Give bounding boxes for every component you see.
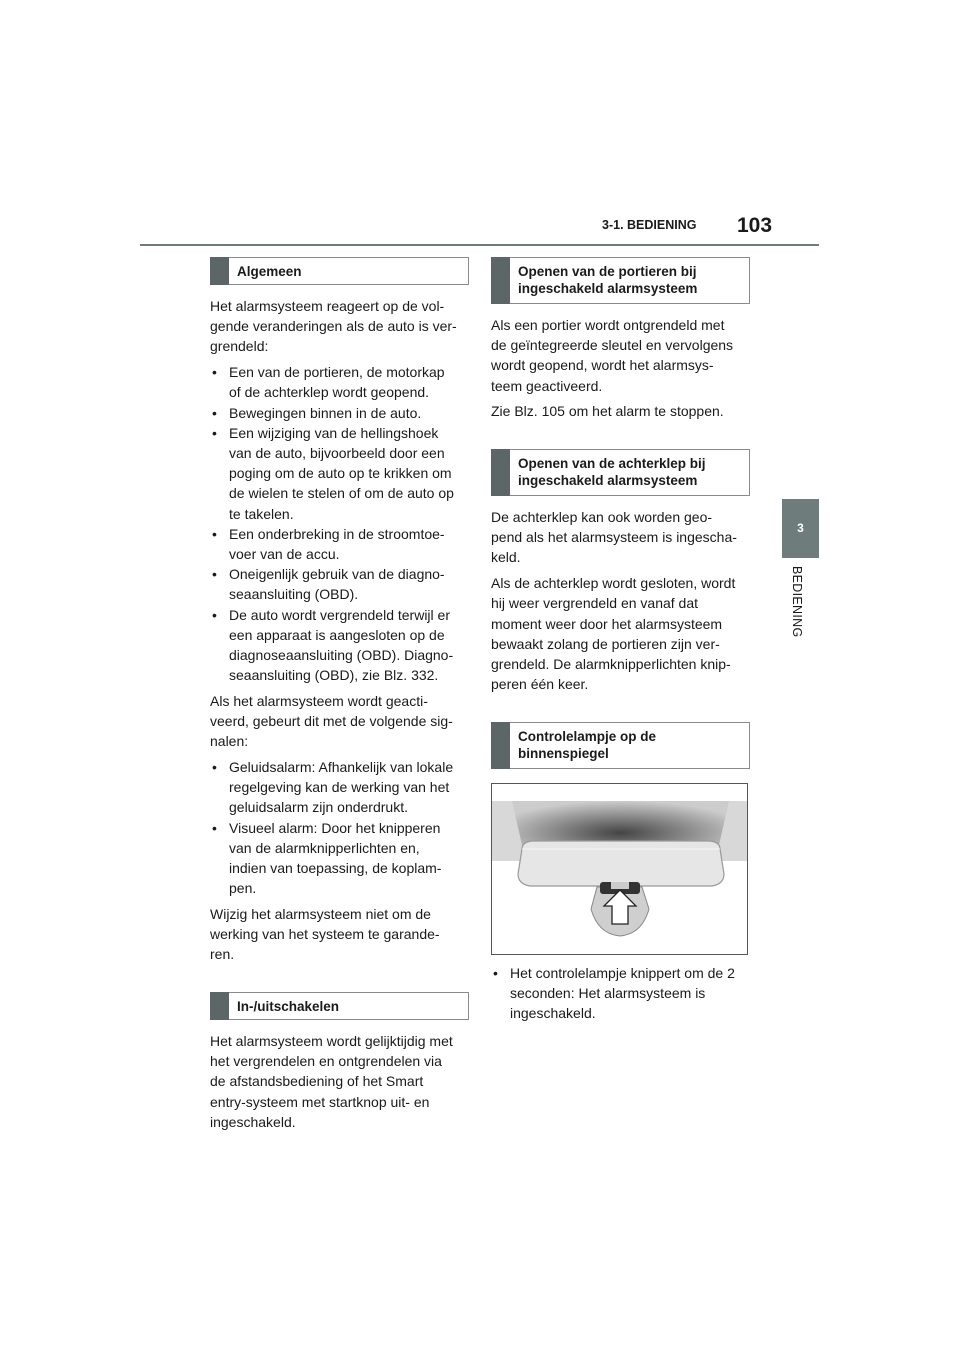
heading-bar [210, 992, 229, 1020]
text-line: de geïntegreerde sleutel en vervolgens [491, 337, 734, 354]
text-line: gende veranderingen als de auto is ver- [210, 318, 457, 335]
list-item [210, 757, 469, 818]
text-line: seaansluiting (OBD). [229, 586, 359, 603]
paragraph [210, 1031, 469, 1132]
text-line: Bewegingen binnen in de auto. [229, 404, 422, 421]
text-line: Een onderbreking in de stroomtoe- [229, 525, 445, 542]
list-item [210, 524, 469, 564]
text-line: Het alarmsysteem wordt gelijktijdig met [210, 1033, 453, 1049]
text-line: teem geactiveerd. [491, 377, 603, 394]
heading-line: Controlelampje op de [518, 728, 657, 744]
text-line: Als het alarmsysteem wordt geacti- [210, 692, 428, 709]
text-line: diagnoseaansluiting (OBD). Diagno- [229, 646, 454, 663]
bullet-list [210, 362, 469, 685]
text-line: grendeld: [210, 338, 269, 355]
text-line: Oneigenlijk gebruik van de diagno- [229, 566, 445, 583]
text-line: De achterklep kan ook worden geo- [491, 509, 713, 526]
paragraph [210, 691, 469, 752]
heading-line: Openen van de portieren bij [518, 264, 697, 279]
heading-text: In-/uitschakelen [237, 999, 340, 1014]
text-line: nalen: [210, 733, 249, 750]
chapter-label: BEDIENING [790, 566, 804, 638]
heading-openen-portieren [491, 257, 750, 304]
text-line: geluidsalarm zijn onderdrukt. [229, 799, 408, 816]
text-line: peren één keer. [491, 676, 589, 693]
paragraph [210, 296, 469, 357]
text-line: Als een portier wordt ontgrendeld met [491, 317, 725, 333]
bullet-icon: • [212, 404, 217, 421]
bullet-icon: • [212, 525, 217, 542]
text-line: van de auto, bijvoorbeeld door een [229, 444, 445, 461]
list-item [491, 963, 750, 1024]
heading-bar [210, 257, 229, 285]
text-line: hij weer vergrendeld en vanaf dat [491, 595, 699, 612]
rearview-mirror-illustration [491, 783, 748, 955]
list-item [210, 423, 469, 524]
paragraph [491, 401, 750, 421]
list-item [210, 564, 469, 604]
text-line: ren. [210, 946, 235, 963]
text-line: het vergrendelen en ontgrendelen via [210, 1053, 442, 1070]
text-line: pend als het alarmsysteem is ingescha- [491, 529, 737, 546]
text-line: poging om de auto op te krikken om [229, 465, 452, 482]
left-column [210, 257, 469, 1138]
text-line: Een van de portieren, de motorkap [229, 364, 445, 381]
paragraph [210, 904, 469, 965]
text-line: indien van toepassing, de koplam- [229, 859, 442, 876]
text-line: wordt geopend, wordt het alarmsys- [491, 357, 714, 374]
list-item [210, 362, 469, 402]
text-line: Zie Blz. 105 om het alarm te stoppen. [491, 403, 724, 420]
text-line: veerd, gebeurt dit met de volgende sig- [210, 713, 453, 730]
text-line: seconden: Het alarmsysteem is [510, 985, 706, 1002]
bullet-icon: • [212, 566, 217, 583]
heading-in-uitschakelen [210, 992, 469, 1020]
text-line: Het alarmsysteem reageert op de vol- [210, 298, 445, 314]
list-item [210, 605, 469, 686]
text-line: ingeschakeld. [210, 1113, 296, 1130]
list-item [210, 403, 469, 423]
bullet-icon: • [212, 758, 217, 775]
text-line: seaansluiting (OBD), zie Blz. 332. [229, 667, 439, 684]
chapter-tab: 3 [782, 499, 819, 558]
text-line: Als de achterklep wordt gesloten, wordt [491, 575, 736, 592]
text-line: of de achterklep wordt geopend. [229, 384, 430, 401]
right-column [491, 257, 750, 1029]
text-line: Het controlelampje knippert om de 2 [510, 964, 735, 981]
section-title: 3-1. BEDIENING [602, 218, 697, 232]
text-line: voer van de accu. [229, 545, 340, 562]
heading-text: Algemeen [237, 264, 302, 279]
header-divider [140, 244, 819, 246]
paragraph [491, 315, 750, 396]
bullet-list [491, 963, 750, 1024]
text-line: te takelen. [229, 505, 294, 522]
text-line: werking van het systeem te garande- [210, 926, 440, 943]
text-line: regelgeving kan de werking van het [229, 779, 450, 796]
text-line: grendeld. De alarmknipperlichten knip- [491, 655, 731, 672]
heading-openen-achterklep [491, 449, 750, 496]
heading-line: Openen van de achterklep bij [518, 456, 706, 472]
text-line: keld. [491, 549, 521, 566]
heading-bar [491, 722, 510, 769]
bullet-icon: • [212, 606, 217, 623]
text-line: Een wijziging van de hellingshoek [229, 424, 439, 441]
bullet-list [210, 757, 469, 898]
heading-line: binnenspiegel [518, 745, 609, 761]
text-line: de wielen te stelen of om de auto op [229, 485, 454, 502]
bullet-icon: • [212, 819, 217, 836]
page-number: 103 [737, 214, 773, 237]
list-item [210, 818, 469, 899]
paragraph [491, 507, 750, 568]
text-line: een apparaat is aangesloten op de [229, 626, 445, 643]
text-line: ingeschakeld. [510, 1005, 596, 1022]
bullet-icon: • [212, 364, 217, 381]
heading-line: ingeschakeld alarmsysteem [518, 281, 698, 296]
heading-bar [491, 257, 510, 304]
text-line: bewaakt zolang de portieren zijn ver- [491, 635, 720, 652]
text-line: De auto wordt vergrendeld terwijl er [229, 606, 450, 623]
text-line: van de alarmknipperlichten en, [229, 839, 420, 856]
heading-algemeen [210, 257, 469, 285]
bullet-icon: • [212, 424, 217, 441]
text-line: de afstandsbediening of het Smart [210, 1073, 424, 1090]
paragraph [491, 573, 750, 694]
text-line: Wijzig het alarmsysteem niet om de [210, 905, 431, 922]
text-line: entry-systeem met startknop uit- en [210, 1093, 430, 1110]
bullet-icon: • [493, 964, 498, 981]
text-line: pen. [229, 880, 257, 897]
heading-line: ingeschakeld alarmsysteem [518, 473, 698, 489]
mirror-drawing [492, 784, 748, 955]
text-line: Visueel alarm: Door het knipperen [229, 819, 441, 836]
heading-bar [491, 449, 510, 496]
heading-controlelampje [491, 722, 750, 769]
text-line: Geluidsalarm: Afhankelijk van lokale [229, 758, 454, 775]
text-line: moment weer door het alarmsysteem [491, 615, 723, 632]
